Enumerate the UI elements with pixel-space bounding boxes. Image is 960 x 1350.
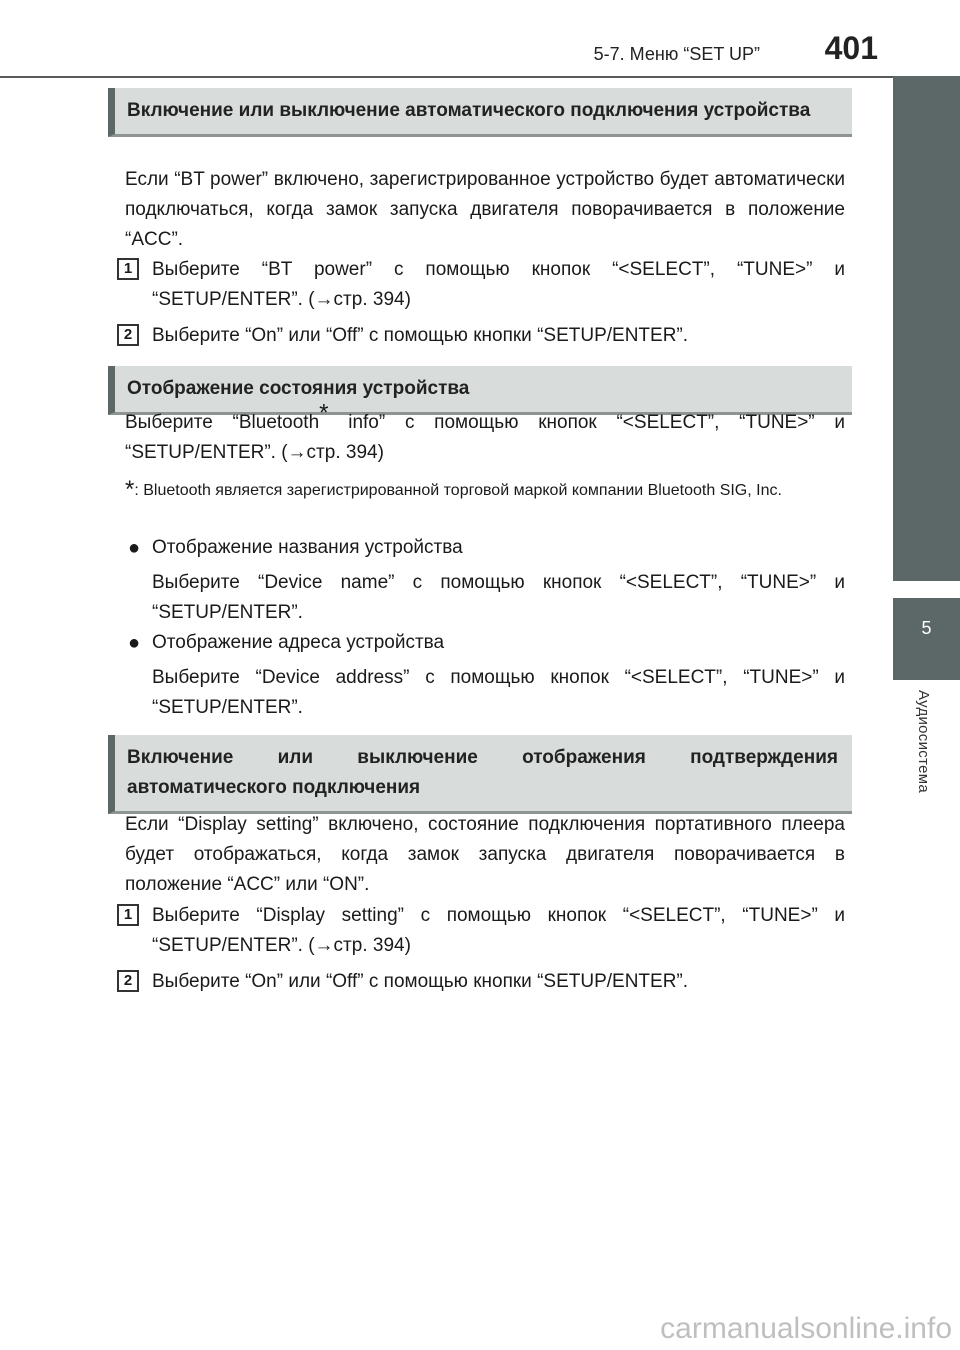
section-heading-device-status: Отображение состояния устройства bbox=[108, 366, 852, 415]
chapter-label: Аудиосистема bbox=[915, 690, 932, 793]
paragraph-device-status: Выберите “Bluetooth* info” с помощью кнопок “<SELECT”, “TUNE>” и “SETUP/ENTER”. (→стр. 394) bbox=[125, 399, 845, 463]
chapter-number: 5 bbox=[893, 598, 960, 680]
step-number: 2 bbox=[117, 970, 139, 992]
bullet-icon: ● bbox=[128, 632, 141, 654]
bullet-title: Отображение названия устройства bbox=[152, 537, 463, 558]
section-title: 5-7. Меню “SET UP” bbox=[593, 44, 760, 64]
paragraph-display-confirm: Если “Display setting” включено, состояние подключения портативного плеера будет отображаться, когда замок запуска двигателя поворачивается в положение “ACC” или “ON”. bbox=[125, 814, 845, 895]
bullet-text: Выберите “Device address” с помощью кнопок “<SELECT”, “TUNE>” и “SETUP/ENTER”. bbox=[152, 667, 845, 718]
watermark: carmanualsonline.info bbox=[660, 1312, 952, 1345]
bullet-icon: ● bbox=[128, 537, 141, 559]
side-tab-bar bbox=[893, 76, 960, 581]
step-number: 2 bbox=[117, 324, 139, 346]
section-heading-display-confirm: Включение или выключение отображения подтверждения автоматического подключения bbox=[108, 735, 852, 814]
footnote: *: Bluetooth является зарегистрированной торговой маркой компании Bluetooth SIG, Inc. bbox=[125, 476, 782, 503]
page-number: 401 bbox=[824, 30, 878, 66]
step-number: 1 bbox=[117, 258, 139, 280]
section-heading-auto-connect: Включение или выключение автоматического подключения устройства bbox=[108, 88, 852, 137]
step-text: Выберите “Display setting” с помощью кнопок “<SELECT”, “TUNE>” и “SETUP/ENTER”. (→стр. 394) bbox=[152, 905, 845, 956]
step-number: 1 bbox=[117, 904, 139, 926]
step-text: Выберите “On” или “Off” с помощью кнопки “SETUP/ENTER”. bbox=[152, 971, 689, 992]
header-divider bbox=[0, 76, 960, 78]
bullet-text: Выберите “Device name” с помощью кнопок “<SELECT”, “TUNE>” и “SETUP/ENTER”. bbox=[152, 572, 845, 623]
step-text: Выберите “BT power” с помощью кнопок “<SELECT”, “TUNE>” и “SETUP/ENTER”. (→стр. 394) bbox=[152, 259, 845, 310]
bullet-title: Отображение адреса устройства bbox=[152, 632, 445, 653]
paragraph-auto-connect: Если “BT power” включено, зарегистрированное устройство будет автоматически подключаться, когда замок запуска двигателя поворачивается в положение “ACC”. bbox=[125, 169, 845, 250]
step-text: Выберите “On” или “Off” с помощью кнопки “SETUP/ENTER”. bbox=[152, 325, 689, 346]
